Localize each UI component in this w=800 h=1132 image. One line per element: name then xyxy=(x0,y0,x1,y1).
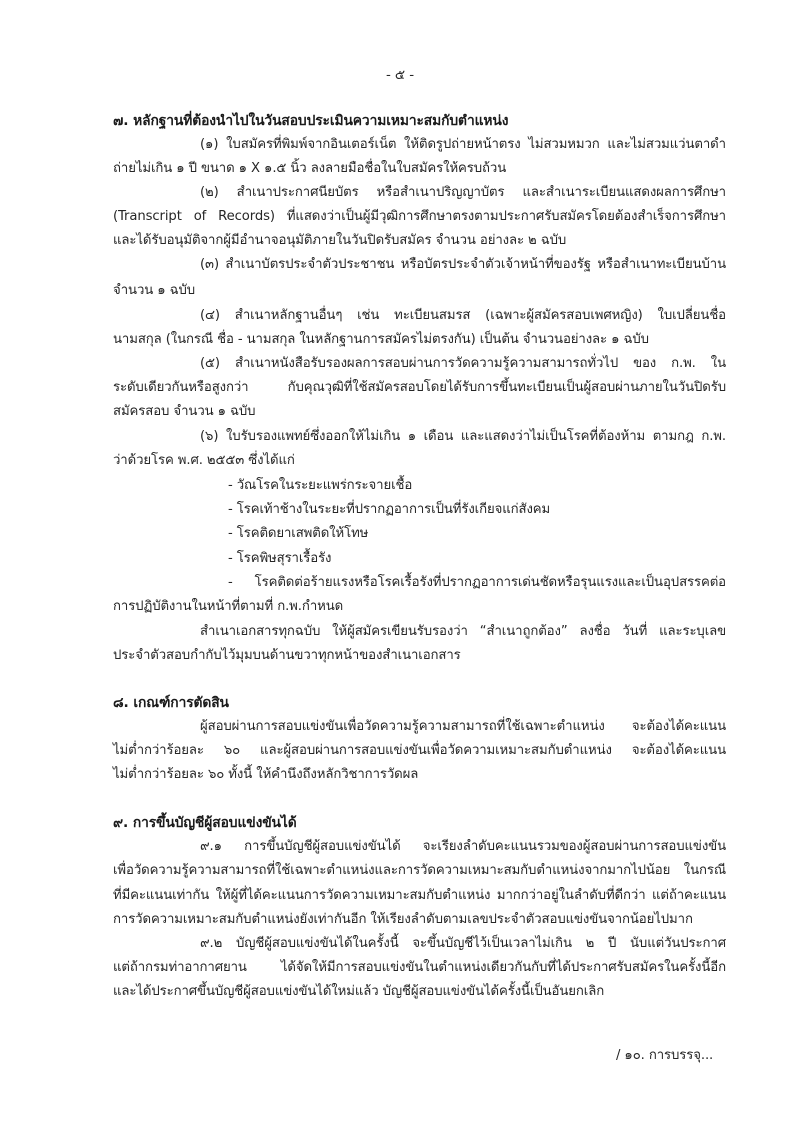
section-7-heading: ๗. หลักฐานที่ต้องนำไปในวันสอบประเมินความเหมาะสมกับตำแหน่ง xyxy=(113,113,509,129)
paragraph-line: (๖) ใบรับรองแพทย์ซึ่งออกให้ไม่เกิน ๑ เดือน และแสดงว่าไม่เป็นโรคที่ต้องห้าม ตามกฎ ก.พ. xyxy=(200,429,726,444)
disease-list-item: - โรคพิษสุราเรื้อรัง xyxy=(228,551,332,566)
paragraph-line: ที่มีคะแนนเท่ากัน ให้ผู้ที่ได้คะแนนการวัดความเหมาะสมกับตำแหน่ง มากกว่าอยู่ในลำดับที่ดีกว่า แต่ถ้าคะแนน xyxy=(113,888,726,903)
paragraph-line: (๔) สำเนาหลักฐานอื่นๆ เช่น ทะเบียนสมรส (เฉพาะผู้สมัครสอบเพศหญิง) ใบเปลี่ยนชื่อ xyxy=(200,308,726,323)
page-number: - ๕ - xyxy=(385,67,415,83)
paragraph-line: นามสกุล (ในกรณี ชื่อ - นามสกุล ในหลักฐานการสมัครไม่ตรงกัน) เป็นต้น จำนวนอย่างละ ๑ ฉบับ xyxy=(113,332,649,347)
paragraph-line: และได้รับอนุมัติจากผู้มีอำนาจอนุมัติภายในวันปิดรับสมัคร จำนวน อย่างละ ๒ ฉบับ xyxy=(113,233,567,248)
disease-list-item: - วัณโรคในระยะแพร่กระจายเชื้อ xyxy=(228,478,413,493)
paragraph-line: ว่าด้วยโรค พ.ศ. ๒๕๕๓ ซึ่งได้แก่ xyxy=(113,453,295,468)
section-8-heading: ๘. เกณฑ์การตัดสิน xyxy=(113,695,229,711)
paragraph-line: และได้ประกาศขึ้นบัญชีผู้สอบแข่งขันได้ใหม่แล้ว บัญชีผู้สอบแข่งขันได้ครั้งนี้เป็นอันยกเลิก xyxy=(113,984,605,999)
paragraph-line: การวัดความเหมาะสมกับตำแหน่งยังเท่ากันอีก ให้เรียงลำดับตามเลขประจำตัวสอบแข่งขันจากน้อยไปมาก xyxy=(113,912,693,927)
paragraph-line: แต่ถ้ากรมท่าอากาศยาน ได้จัดให้มีการสอบแข่งขันในตำแหน่งเดียวกันกับที่ได้ประกาศรับสมัครในครั้งนี้อีก xyxy=(113,960,726,975)
paragraph-line: ๙.๑ การขึ้นบัญชีผู้สอบแข่งขันได้ จะเรียงลำดับคะแนนรวมของผู้สอบผ่านการสอบแข่งขัน xyxy=(200,839,726,854)
disease-list-item: - โรคติดต่อร้ายแรงหรือโรคเรื้อรังที่ปรากฏอาการเด่นชัดหรือรุนแรงและเป็นอุปสรรคต่อ xyxy=(228,575,726,590)
paragraph-line: (๑) ใบสมัครที่พิมพ์จากอินเตอร์เน็ต ให้ติดรูปถ่ายหน้าตรง ไม่สวมหมวก และไม่สวมแว่นตาดำ xyxy=(200,137,726,152)
paragraph-line: (๓) สำเนาบัตรประจำตัวประชาชน หรือบัตรประจำตัวเจ้าหน้าที่ของรัฐ หรือสำเนาทะเบียนบ้าน xyxy=(200,257,726,272)
disease-list-item: - โรคติดยาเสพติดให้โทษ xyxy=(228,526,369,541)
disease-list-item: - โรคเท้าช้างในระยะที่ปรากฏอาการเป็นที่รังเกียจแก่สังคม xyxy=(228,502,551,517)
paragraph-line: เพื่อวัดความรู้ความสามารถที่ใช้เฉพาะตำแหน่งและการวัดความเหมาะสมกับตำแหน่งจากมากไปน้อย ในกรณี xyxy=(113,863,726,878)
paragraph-line: สมัครสอบ จำนวน ๑ ฉบับ xyxy=(113,404,256,419)
paragraph-line: ผู้สอบผ่านการสอบแข่งขันเพื่อวัดความรู้ความสามารถที่ใช้เฉพาะตำแหน่ง จะต้องได้คะแนน xyxy=(200,719,726,734)
paragraph-line: (๕) สำเนาหนังสือรับรองผลการสอบผ่านการวัดความรู้ความสามารถทั่วไป ของ ก.พ. ใน xyxy=(200,356,726,371)
paragraph-line: ประจำตัวสอบกำกับไว้มุมบนด้านขวาทุกหน้าของสำเนาเอกสาร xyxy=(113,648,461,663)
paragraph-line: จำนวน ๑ ฉบับ xyxy=(113,283,196,298)
paragraph-line: ไม่ต่ำกว่าร้อยละ ๖๐ ทั้งนี้ ให้คำนึงถึงหลักวิชาการวัดผล xyxy=(113,767,419,782)
paragraph-line: ไม่ต่ำกว่าร้อยละ ๖๐ และผู้สอบผ่านการสอบแข่งขันเพื่อวัดความเหมาะสมกับตำแหน่ง จะต้องได้คะแนน xyxy=(113,743,726,758)
paragraph-line: ๙.๒ บัญชีผู้สอบแข่งขันได้ในครั้งนี้ จะขึ้นบัญชีไว้เป็นเวลาไม่เกิน ๒ ปี นับแต่วันประกาศ xyxy=(200,936,726,951)
paragraph-line: ถ่ายไม่เกิน ๑ ปี ขนาด ๑ X ๑.๕ นิ้ว ลงลายมือชื่อในใบสมัครให้ครบถ้วน xyxy=(113,161,507,176)
continuation-note: / ๑๐. การบรรจุ... xyxy=(616,1048,714,1063)
paragraph-line: สำเนาเอกสารทุกฉบับ ให้ผู้สมัครเขียนรับรองว่า “สำเนาถูกต้อง” ลงชื่อ วันที่ และระบุเลข xyxy=(200,624,726,639)
section-9-heading: ๙. การขึ้นบัญชีผู้สอบแข่งขันได้ xyxy=(113,815,297,831)
paragraph-line: (Transcript of Records) ที่แสดงว่าเป็นผู้มีวุฒิการศึกษาตรงตามประกาศรับสมัครโดยต้องสำเร็จการศึกษา xyxy=(113,209,726,224)
paragraph-line: การปฏิบัติงานในหน้าที่ตามที่ ก.พ.กำหนด xyxy=(113,599,344,614)
paragraph-line: (๒) สำเนาประกาศนียบัตร หรือสำเนาปริญญาบัตร และสำเนาระเบียนแสดงผลการศึกษา xyxy=(200,185,726,200)
paragraph-line: ระดับเดียวกันหรือสูงกว่า กับคุณวุฒิที่ใช้สมัครสอบโดยได้รับการขึ้นทะเบียนเป็นผู้สอบผ่านภายในวันปิดรับ xyxy=(113,380,726,395)
